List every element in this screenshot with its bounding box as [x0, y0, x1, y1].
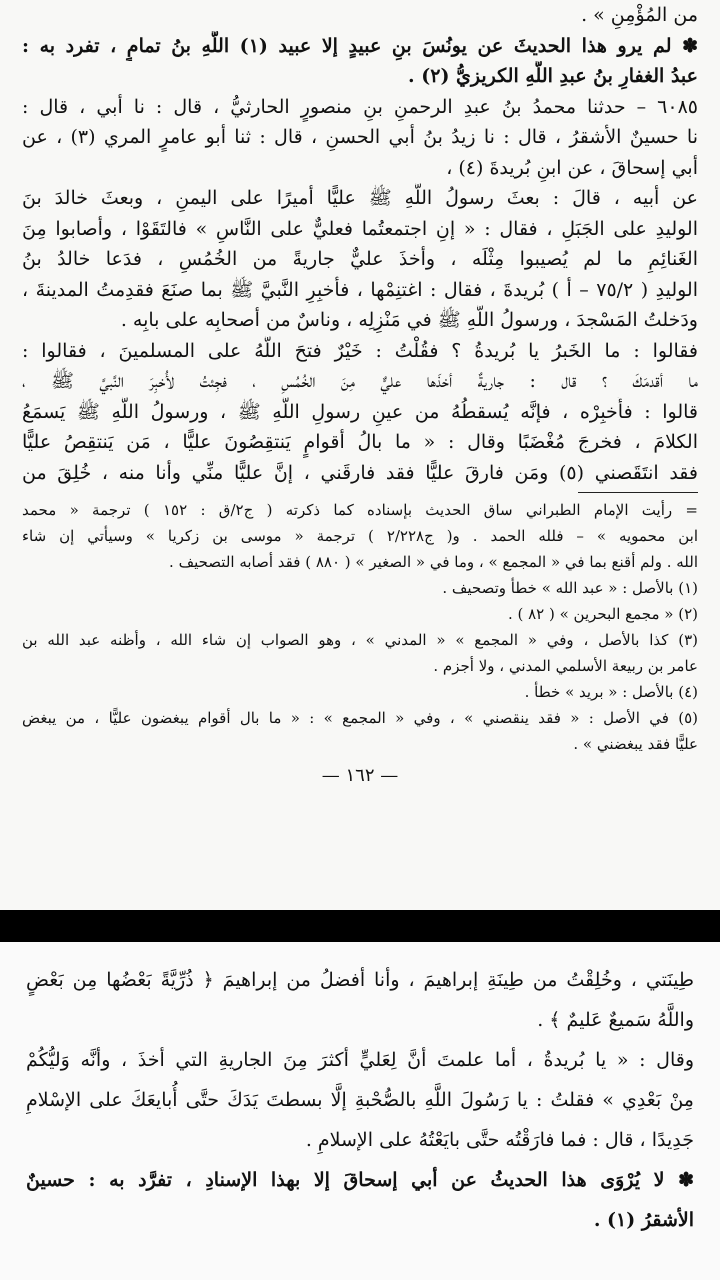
text-line: فقد انتَقَصني (٥) ومَن فارقَ عليًّا فقد فارقَني ، إنَّ عليًّا منِّي وأنا منه ، خُلِقَ من: [22, 461, 698, 484]
footnotes: [22, 497, 698, 757]
text-line: ٦٠٨٥ – حدثنا محمدُ بنُ عبدِ الرحمنِ بنِ منصورٍ الحارثيُّ ، قال : نا أبي ، قال :: [22, 95, 698, 118]
footnote-line: (٥) في الأصل : « فقد ينقصني » ، وفي « المجمع » : « ما بال أقوام يبغضون عليًّا ، من يبغض: [22, 709, 698, 727]
footnote-line: (١) بالأصل : « عبد الله » خطأ وتصحيف .: [442, 579, 698, 597]
footnote-line: عامر بن ربيعة الأسلمي المدني ، ولا أجزم .: [433, 657, 698, 675]
text-line: فقالوا : ما الخَبرُ يا بُريدةُ ؟ فقُلْتُ : خَيْرٌ فتحَ اللَّهُ على المسلمينَ ، فقالوا :: [22, 339, 698, 362]
footnote-line: = رأيت الإمام الطبراني ساق الحديث بإسناده كما ذكرته ( ج٢/ق : ١٥٢ ) ترجمة « محمد: [22, 501, 698, 519]
text-line: ما أقدمَكَ ؟ قال : جاريةٌ أخذَها عليٌّ مِنَ الخُمُسِ ، فجِئتُ لأُخبِرَ النَّبيَّ ﷺ ،: [22, 370, 698, 392]
text-line: واللَّهُ سَميعٌ عَليمٌ ﴾ .: [537, 1009, 694, 1031]
footnote-line: ابن محمويه » – فلله الحمد . و( ج٢/٢٢٨ ) ترجمة « موسى بن زكريا » وسيأتي إن شاء: [22, 527, 698, 545]
text-line: الوليدِ ( ٧٥/٢ – أ ) بُريدةَ ، فقال : اغتنِمْها ، فأخبِرِ النَّبيَّ ﷺ بما صنَعَ فقدِمتُ المدينةَ ،: [22, 278, 698, 301]
main-text: [26, 960, 694, 1240]
text-line: نا حسينٌ الأشقرُ ، قال : نا زيدُ بنُ أبي الحسنِ ، قال : ثنا أبو عامرٍ المري (٣) ، عن: [22, 126, 698, 148]
text-line: طِينَتي ، وخُلِقْتُ من طِينَةِ إبراهيمَ ، وأنا أفضلُ من إبراهيمَ ﴿ ذُرِّيَّةً بَعْضُها مِن بَعْضٍ: [26, 969, 694, 991]
text-line: عن أبيه ، قالَ : بعثَ رسولُ اللَّهِ ﷺ عليًّا أميرًا على اليمنِ ، وبعثَ خالدَ بنَ: [22, 187, 698, 209]
text-line: عبدُ الغفارِ بنُ عبدِ اللَّهِ الكريزيُّ (٢) .: [407, 65, 698, 87]
footnote-line: (٣) كذا بالأصل ، وفي « المجمع » « المدني » ، وهو الصواب إن شاء الله ، وأظنه عبد الله بن: [22, 631, 698, 649]
footnote-line: (٢) « مجمع البحرين » ( ٨٢ ) .: [507, 605, 698, 623]
footnote-line: الله . ولم أقنع بما في « المجمع » ، وما في « الصغير » ( ٨٨٠ ) فقد أصابه التصحيف .: [169, 553, 698, 571]
text-line: من المُؤْمِنِ » .: [581, 4, 698, 26]
page-number: — ١٦٢ —: [321, 765, 399, 786]
text-line: مِنْ بَعْدِي » فقلتُ : يا رَسُولَ اللَّهِ بالصُّحْبةِ إلَّا بسطتَ يَدَكَ حتَّى أُبايعَكَ على الإسْلامِ: [26, 1089, 694, 1111]
text-line: ✽ لم يرو هذا الحديثَ عن يونُسَ بنِ عبيدٍ إلا عبيد (١) اللَّهِ بنُ تمامٍ ، تفرد به :: [22, 34, 698, 57]
text-line: أبي إسحاقَ ، عن ابنِ بُريدةَ (٤) ،: [446, 156, 698, 179]
footnote-line: (٤) بالأصل : « بريد » خطأ .: [524, 683, 698, 701]
text-line: الكلامَ ، فخرجَ مُغْضَبًا وقال : « ما بالُ أقوامٍ يَنتقِصُونَ عليًّا ، مَن يَنتقِصُ عليًّا: [22, 431, 698, 453]
footnote-separator: [578, 492, 698, 493]
text-line: ودَخلتُ المَسْجدَ ، ورسولُ اللَّهِ ﷺ في مَنْزِلِه ، وناسٌ من أصحابِه على بابِه .: [120, 309, 698, 331]
text-line: جَدِيدًا ، قال : فما فارَقْتُه حتَّى بايَعْتُهُ على الإسلامِ .: [305, 1129, 694, 1151]
main-text: [22, 0, 698, 488]
text-line: ✽ لا يُرْوَى هذا الحديثُ عن أبي إسحاقَ إلا بهذا الإسنادِ ، تفرَّد به : حسينٌ: [26, 1169, 694, 1191]
text-line: وقال : « يا بُريدةُ ، أما علمتَ أنَّ لِعَليٍّ أكثرَ مِنَ الجاريةِ التي أخذَ ، وأنَّه وَليُّكُمْ: [26, 1049, 694, 1071]
text-line: الوليدِ على الجَبَلِ ، فقال : « إنِ اجتمعتُما فعليٌّ على النَّاسِ » فالتَقَوْا ، وأصابوا مِنَ: [22, 217, 698, 240]
text-line: الغَنائِمِ ما لم يُصيبوا مِثْلَه ، وأخذَ عليٌّ جاريةً من الخُمُسِ ، فدَعا خالدُ بنُ: [22, 248, 698, 270]
text-line: قالوا : فأَخبِرْه ، فإنَّه يُسقطُهُ من عينِ رسولِ اللَّهِ ﷺ ، ورسولُ اللَّهِ ﷺ يَسمَعُ: [22, 400, 698, 423]
book-page-next: [0, 942, 720, 1280]
footnote-line: عليًّا فقد يبغضني » .: [573, 735, 698, 753]
text-line: الأشقرُ (١) .: [593, 1209, 694, 1231]
